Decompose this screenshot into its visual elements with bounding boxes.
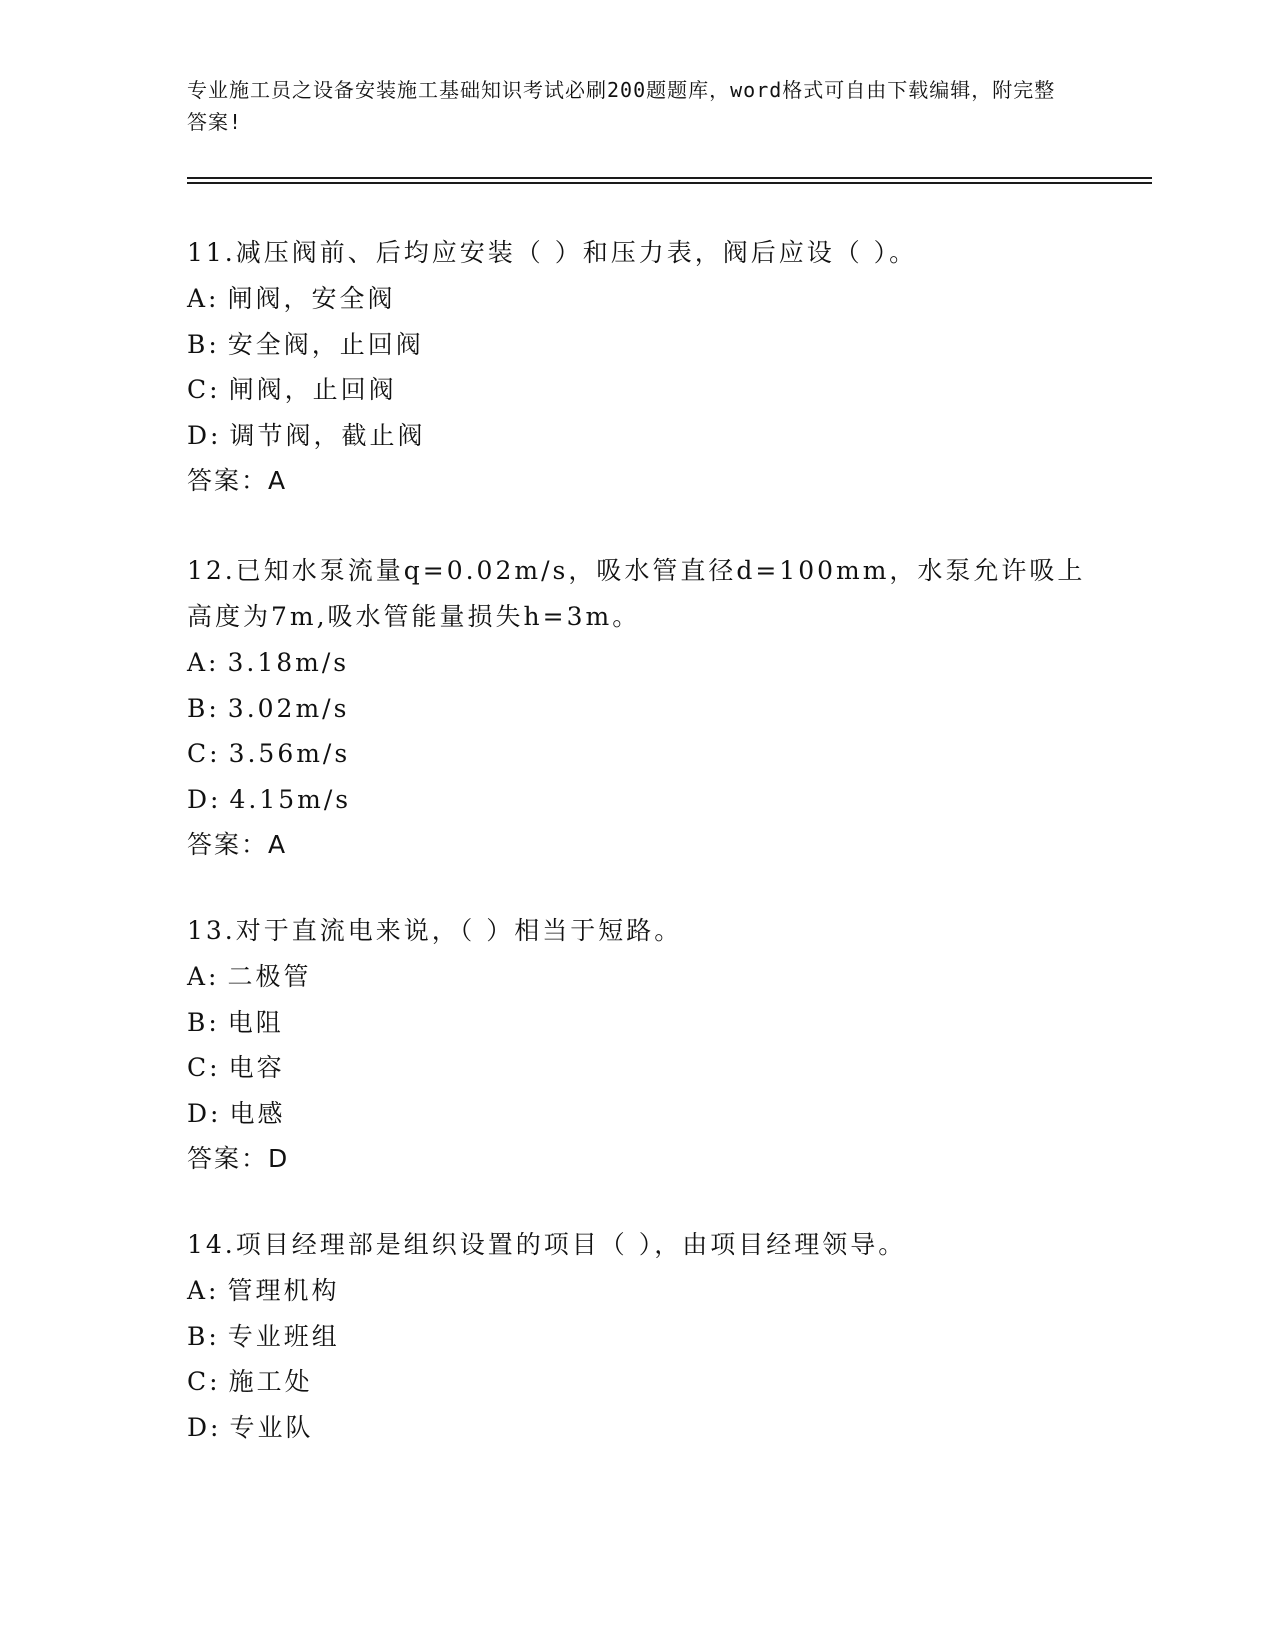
option-letter: D:: [187, 420, 222, 450]
option-text: 安全阀，止回阀: [227, 329, 424, 359]
option-b: [187, 686, 1107, 732]
option-text: 专业队: [229, 1412, 314, 1442]
option-letter: D:: [187, 1098, 222, 1128]
option-d: [187, 1091, 1107, 1137]
option-letter: B:: [187, 1007, 220, 1037]
document-title: 专业施工员之设备安装施工基础知识考试必刷200题题库，word格式可自由下载编辑，附完整答案!: [187, 78, 1056, 134]
header-divider-top: [187, 177, 1152, 179]
option-d: [187, 1405, 1107, 1451]
question-stem: 14.项目经理部是组织设置的项目（ ），由项目经理领导。: [187, 1230, 907, 1259]
option-text: 调节阀，截止阀: [229, 420, 426, 450]
question-12: [187, 548, 1107, 868]
option-text: 3.18m/s: [227, 648, 350, 677]
option-text: 二极管: [227, 962, 312, 991]
option-letter: A:: [187, 1276, 220, 1305]
option-text: 管理机构: [227, 1276, 340, 1305]
option-text: 电感: [229, 1098, 286, 1128]
question-13: [187, 908, 1107, 1182]
option-c: [187, 1045, 1107, 1091]
option-text: 3.56m/s: [228, 739, 351, 768]
option-text: 专业班组: [227, 1321, 340, 1351]
option-letter: C:: [187, 375, 221, 404]
option-a: [187, 276, 1107, 322]
document-header: [187, 74, 1067, 138]
option-a: [187, 1268, 1107, 1314]
option-letter: C:: [187, 1367, 221, 1396]
question-stem: 12.已知水泵流量q=0.02m/s，吸水管直径d=100mm，水泵允许吸上高度为7m,吸水管能量损失h=3m。: [187, 556, 1086, 631]
answer-line: 答案：D: [187, 1144, 290, 1173]
option-letter: C:: [187, 739, 221, 768]
option-a: [187, 640, 1107, 686]
option-b: [187, 322, 1107, 368]
question-stem: 11.减压阀前、后均应安装（ ）和压力表，阀后应设（ ）。: [187, 238, 918, 267]
option-text: 施工处: [228, 1367, 313, 1396]
option-c: [187, 731, 1107, 777]
option-text: 闸阀，止回阀: [228, 375, 397, 404]
option-letter: D:: [187, 1412, 222, 1442]
option-a: [187, 954, 1107, 1000]
option-letter: B:: [187, 693, 220, 723]
option-d: [187, 413, 1107, 459]
answer-line: 答案：A: [187, 830, 288, 859]
option-letter: A:: [187, 962, 220, 991]
option-letter: B:: [187, 1321, 220, 1351]
question-stem: 13.对于直流电来说，（ ）相当于短路。: [187, 916, 683, 945]
question-11: [187, 230, 1107, 504]
option-letter: D:: [187, 784, 222, 814]
option-text: 4.15m/s: [229, 784, 352, 814]
option-b: [187, 1314, 1107, 1360]
option-letter: B:: [187, 329, 220, 359]
option-text: 电容: [228, 1053, 285, 1082]
answer-line: 答案：A: [187, 466, 288, 495]
option-text: 闸阀，安全阀: [227, 284, 396, 313]
option-c: [187, 367, 1107, 413]
option-b: [187, 1000, 1107, 1046]
question-14: [187, 1222, 1107, 1450]
option-letter: A:: [187, 284, 220, 313]
option-c: [187, 1359, 1107, 1405]
option-d: [187, 777, 1107, 823]
option-text: 电阻: [227, 1007, 284, 1037]
header-divider-bottom: [187, 182, 1152, 184]
option-letter: C:: [187, 1053, 221, 1082]
option-text: 3.02m/s: [227, 693, 350, 723]
option-letter: A:: [187, 648, 220, 677]
